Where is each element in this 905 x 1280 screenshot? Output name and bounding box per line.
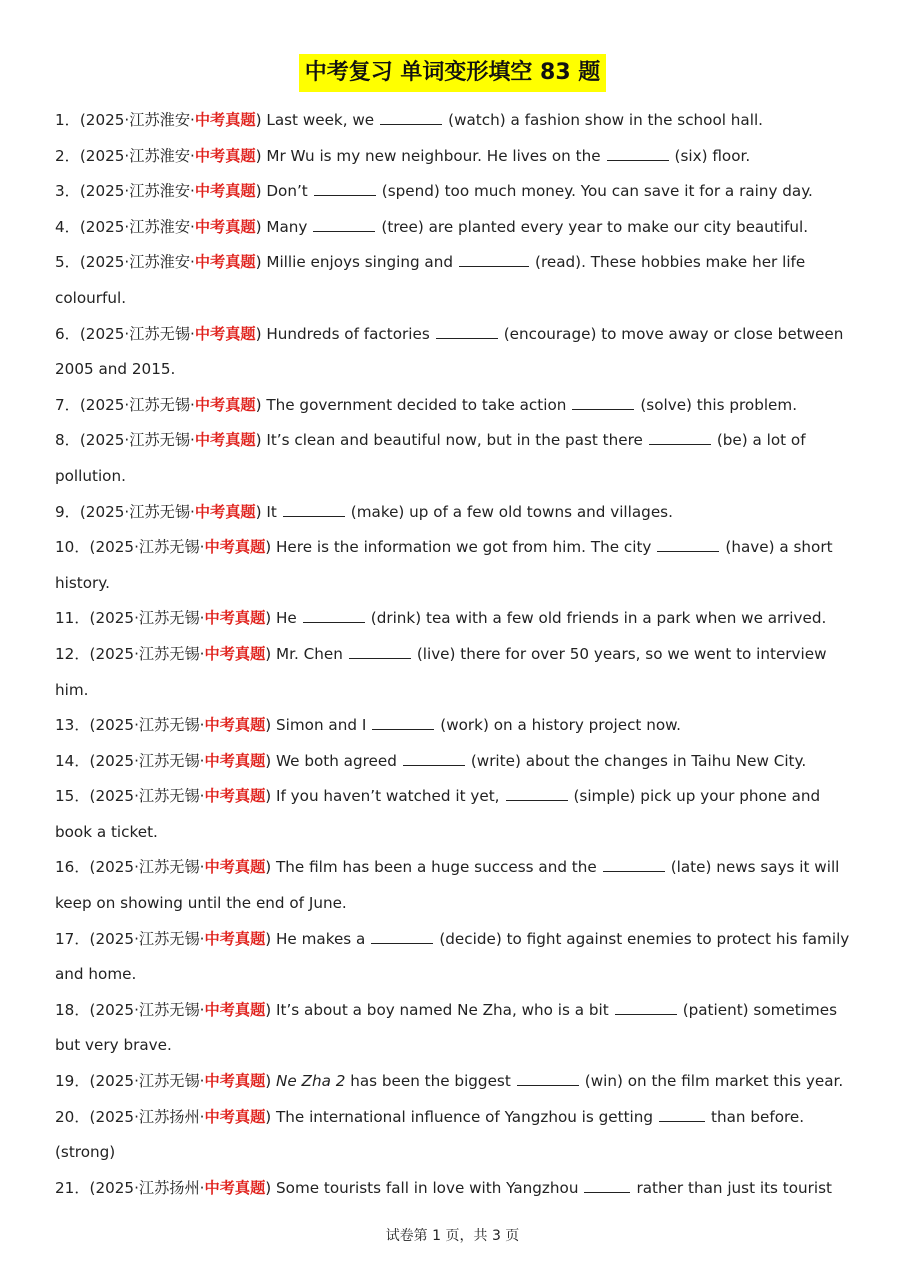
question-text-after: (be) a lot of pollution.: [55, 431, 806, 485]
exam-tag: 中考真题: [204, 644, 266, 663]
question-item: [55, 744, 855, 780]
question-text-before: The international influence of Yangzhou is getting: [276, 1107, 654, 1126]
question-source: (2025·江苏无锡·: [89, 716, 205, 735]
question-text-after: (drink) tea with a few old friends in a park when we arrived.: [370, 609, 827, 628]
question-item: [55, 1100, 855, 1171]
question-source: (2025·江苏淮安·: [79, 217, 195, 236]
question-source: (2025·江苏无锡·: [89, 858, 205, 877]
answer-blank[interactable]: [283, 502, 345, 517]
question-item: [55, 779, 855, 850]
question-text-before: Some tourists fall in love with Yangzhou: [276, 1178, 579, 1197]
question-text-after: (work) on a history project now.: [440, 716, 681, 735]
question-number: 15．: [55, 787, 90, 806]
question-source: (2025·江苏无锡·: [79, 431, 195, 450]
question-text-after: (have) a short history.: [55, 538, 833, 592]
source-close-paren: ): [255, 217, 267, 236]
question-text-before: Here is the information we got from him. The city: [276, 538, 652, 557]
question-text-before: Millie enjoys singing and: [266, 253, 454, 272]
exam-tag: 中考真题: [204, 1178, 266, 1197]
question-text-after: (simple) pick up your phone and book a ticket.: [55, 787, 821, 841]
question-number: 9．: [55, 502, 80, 521]
page-title: 中考复习 单词变形填空 83 题: [299, 54, 607, 92]
source-close-paren: ): [265, 1072, 277, 1091]
source-close-paren: ): [265, 858, 277, 877]
question-item: [55, 530, 855, 601]
answer-blank[interactable]: [314, 181, 376, 196]
question-number: 14．: [55, 751, 90, 770]
question-text-before: We both agreed: [276, 751, 397, 770]
exam-tag: 中考真题: [204, 929, 266, 948]
source-close-paren: ): [255, 324, 267, 343]
question-source: (2025·江苏淮安·: [79, 111, 195, 129]
exam-tag: 中考真题: [194, 395, 256, 414]
question-source: (2025·江苏无锡·: [89, 609, 205, 628]
question-item: [55, 174, 855, 210]
source-close-paren: ): [265, 1107, 277, 1126]
question-text-before: If you haven’t watched it yet,: [276, 787, 500, 806]
source-close-paren: ): [255, 431, 267, 450]
source-close-paren: ): [255, 111, 267, 129]
question-item: [55, 1171, 855, 1207]
source-close-paren: ): [265, 1178, 277, 1197]
source-close-paren: ): [255, 395, 267, 414]
question-text-after: than before. (strong): [55, 1107, 805, 1162]
question-source: (2025·江苏无锡·: [89, 644, 205, 663]
question-number: 4．: [55, 217, 80, 236]
question-source: (2025·江苏无锡·: [89, 929, 205, 948]
question-number: 2．: [55, 146, 80, 165]
question-text-before: The government decided to take action: [266, 395, 567, 414]
question-text-after: (write) about the changes in Taihu New City.: [470, 751, 807, 770]
question-source: (2025·江苏无锡·: [79, 502, 195, 521]
question-number: 3．: [55, 182, 80, 201]
source-close-paren: ): [255, 502, 267, 521]
question-source: (2025·江苏无锡·: [89, 1000, 205, 1019]
exam-tag: 中考真题: [194, 182, 256, 201]
question-item: [55, 139, 855, 175]
question-text-before: He: [276, 609, 297, 628]
question-source: (2025·江苏无锡·: [89, 1072, 205, 1091]
exam-tag: 中考真题: [194, 217, 256, 236]
question-number: 19．: [55, 1072, 90, 1091]
question-item: [55, 245, 855, 316]
answer-blank[interactable]: [372, 715, 434, 730]
question-item: [55, 423, 855, 494]
question-item: [55, 495, 855, 531]
question-text-after: (encourage) to move away or close between 2005 and 2015.: [55, 324, 844, 379]
source-close-paren: ): [255, 182, 267, 201]
question-text-before: It: [266, 502, 277, 521]
answer-blank[interactable]: [313, 217, 375, 232]
exam-tag: 中考真题: [204, 1000, 266, 1019]
question-item: [55, 850, 855, 921]
question-number: 7．: [55, 395, 80, 414]
question-text-before: Mr. Chen: [276, 644, 343, 663]
question-item: [55, 601, 855, 637]
question-source: (2025·江苏无锡·: [89, 751, 205, 770]
title-wrap: [0, 54, 905, 92]
question-text-before: He makes a: [276, 929, 366, 948]
question-italic-title: Ne Zha 2: [276, 1072, 346, 1091]
question-number: 21．: [55, 1178, 90, 1197]
answer-blank[interactable]: [403, 751, 465, 766]
question-item: [55, 708, 855, 744]
question-text-after: (late) news says it will keep on showing until the end of June.: [55, 858, 840, 913]
question-number: 18．: [55, 1000, 90, 1019]
question-source: (2025·江苏无锡·: [79, 324, 195, 343]
answer-blank[interactable]: [506, 786, 568, 801]
exam-tag: 中考真题: [194, 431, 256, 450]
question-text-before: Many: [266, 217, 308, 236]
answer-blank[interactable]: [607, 146, 669, 161]
question-text-after: (spend) too much money. You can save it for a rainy day.: [381, 182, 813, 201]
question-text-before: Simon and I: [276, 716, 367, 735]
answer-blank[interactable]: [615, 1000, 677, 1015]
answer-blank[interactable]: [572, 395, 634, 410]
question-number: 13．: [55, 716, 90, 735]
question-text-before: Last week, we: [266, 111, 375, 129]
question-text-after: (read). These hobbies make her life colourful.: [55, 253, 806, 307]
question-number: 10．: [55, 538, 90, 557]
question-number: 1．: [55, 111, 80, 129]
question-number: 11．: [55, 609, 90, 628]
question-text-after: (patient) sometimes but very brave.: [55, 1000, 837, 1055]
source-close-paren: ): [265, 751, 277, 770]
answer-blank[interactable]: [584, 1178, 630, 1193]
question-number: 16．: [55, 858, 90, 877]
answer-blank[interactable]: [659, 1107, 705, 1122]
source-close-paren: ): [265, 716, 277, 735]
answer-blank[interactable]: [649, 430, 711, 445]
exam-tag: 中考真题: [194, 253, 256, 272]
question-text-after: (six) floor.: [674, 146, 751, 165]
answer-blank[interactable]: [517, 1071, 579, 1086]
question-source: (2025·江苏无锡·: [89, 538, 205, 557]
question-number: 20．: [55, 1107, 90, 1126]
exam-tag: 中考真题: [204, 858, 266, 877]
question-text-before: The film has been a huge success and the: [276, 858, 597, 877]
question-list: [55, 103, 855, 1206]
question-text-after: rather than just its tourist: [636, 1178, 832, 1197]
exam-tag: 中考真题: [194, 324, 256, 343]
question-number: 8．: [55, 431, 80, 450]
source-close-paren: ): [265, 609, 277, 628]
question-item: [55, 1064, 855, 1100]
exam-tag: 中考真题: [204, 716, 266, 735]
question-text-before: It’s clean and beautiful now, but in the past there: [266, 431, 643, 450]
question-source: (2025·江苏淮安·: [79, 253, 195, 272]
question-text-after: (tree) are planted every year to make our city beautiful.: [381, 217, 809, 236]
question-text-before: Hundreds of factories: [266, 324, 430, 343]
question-number: 5．: [55, 253, 80, 272]
question-item: [55, 210, 855, 246]
question-item: [55, 922, 855, 993]
exam-tag: 中考真题: [204, 538, 266, 557]
source-close-paren: ): [265, 1000, 277, 1019]
source-close-paren: ): [265, 644, 277, 663]
question-number: 6．: [55, 324, 80, 343]
exam-tag: 中考真题: [204, 751, 266, 770]
question-text-after: (win) on the film market this year.: [584, 1072, 844, 1091]
question-source: (2025·江苏扬州·: [89, 1178, 205, 1197]
source-close-paren: ): [255, 253, 267, 272]
question-source: (2025·江苏扬州·: [89, 1107, 205, 1126]
answer-blank[interactable]: [436, 324, 498, 339]
question-text-after: (decide) to fight against enemies to protect his family and home.: [55, 929, 850, 984]
answer-blank[interactable]: [371, 929, 433, 944]
source-close-paren: ): [265, 929, 277, 948]
question-item: [55, 637, 855, 708]
question-text-after: (watch) a fashion show in the school hall.: [448, 111, 764, 129]
page-footer: 试卷第 1 页，共 3 页: [385, 1228, 520, 1244]
answer-blank[interactable]: [459, 252, 529, 267]
exam-tag: 中考真题: [204, 1072, 266, 1091]
answer-blank[interactable]: [303, 608, 365, 623]
question-number: 17．: [55, 929, 90, 948]
source-close-paren: ): [255, 146, 267, 165]
question-text-before: Mr Wu is my new neighbour. He lives on the: [266, 146, 601, 165]
question-text-after: (make) up of a few old towns and villages.: [350, 502, 673, 521]
question-item: [55, 317, 855, 388]
question-text-before: It’s about a boy named Ne Zha, who is a bit: [276, 1000, 609, 1019]
question-text-before: Don’t: [266, 182, 308, 201]
source-close-paren: ): [265, 538, 277, 557]
question-number: 12．: [55, 644, 90, 663]
answer-blank[interactable]: [657, 537, 719, 552]
question-text-after: (live) there for over 50 years, so we went to interview him.: [55, 644, 827, 699]
question-item: [55, 388, 855, 424]
exam-tag: 中考真题: [194, 111, 256, 129]
question-text-after: (solve) this problem.: [640, 395, 798, 414]
answer-blank[interactable]: [349, 644, 411, 659]
exam-tag: 中考真题: [194, 502, 256, 521]
exam-tag: 中考真题: [204, 787, 266, 806]
question-item: [55, 103, 855, 139]
answer-blank[interactable]: [380, 110, 442, 125]
exam-tag: 中考真题: [194, 146, 256, 165]
exam-tag: 中考真题: [204, 609, 266, 628]
exam-tag: 中考真题: [204, 1107, 266, 1126]
question-source: (2025·江苏淮安·: [79, 146, 195, 165]
question-text-before: has been the biggest: [350, 1072, 511, 1091]
question-item: [55, 993, 855, 1064]
question-source: (2025·江苏淮安·: [79, 182, 195, 201]
answer-blank[interactable]: [603, 857, 665, 872]
question-source: (2025·江苏无锡·: [89, 787, 205, 806]
source-close-paren: ): [265, 787, 277, 806]
question-source: (2025·江苏无锡·: [79, 395, 195, 414]
